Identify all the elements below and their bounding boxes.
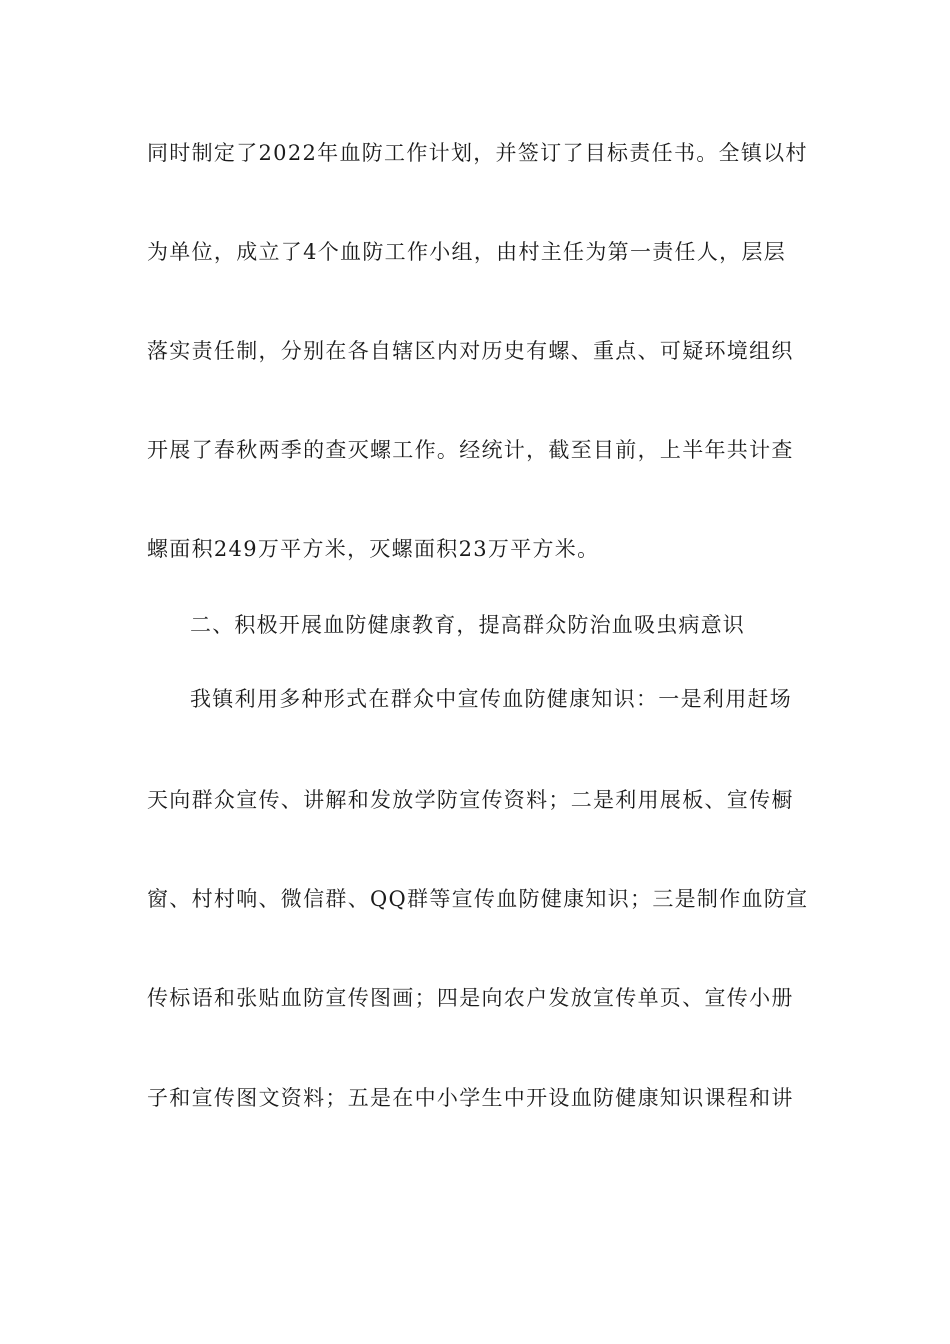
paragraph-line: 落实责任制，分别在各自辖区内对历史有螺、重点、可疑环境组织 (147, 339, 794, 363)
paragraph-line: 窗、村村响、微信群、QQ群等宣传血防健康知识；三是制作血防宣 (147, 887, 809, 911)
paragraph-line: 子和宣传图文资料；五是在中小学生中开设血防健康知识课程和讲 (147, 1086, 794, 1110)
paragraph-line: 传标语和张贴血防宣传图画；四是向农户发放宣传单页、宣传小册 (147, 986, 794, 1010)
paragraph-line: 我镇利用多种形式在群众中宣传血防健康知识：一是利用赶场 (190, 687, 793, 711)
paragraph-line: 螺面积249万平方米，灭螺面积23万平方米。 (147, 537, 600, 561)
paragraph-line: 同时制定了2022年血防工作计划，并签订了目标责任书。全镇以村 (147, 141, 808, 165)
paragraph-line: 为单位，成立了4个血防工作小组，由村主任为第一责任人，层层 (147, 240, 787, 264)
section-heading: 二、积极开展血防健康教育，提高群众防治血吸虫病意识 (190, 613, 745, 637)
paragraph-line: 天向群众宣传、讲解和发放学防宣传资料；二是利用展板、宣传橱 (147, 788, 794, 812)
paragraph-line: 开展了春秋两季的查灭螺工作。经统计，截至目前，上半年共计查 (147, 438, 794, 462)
